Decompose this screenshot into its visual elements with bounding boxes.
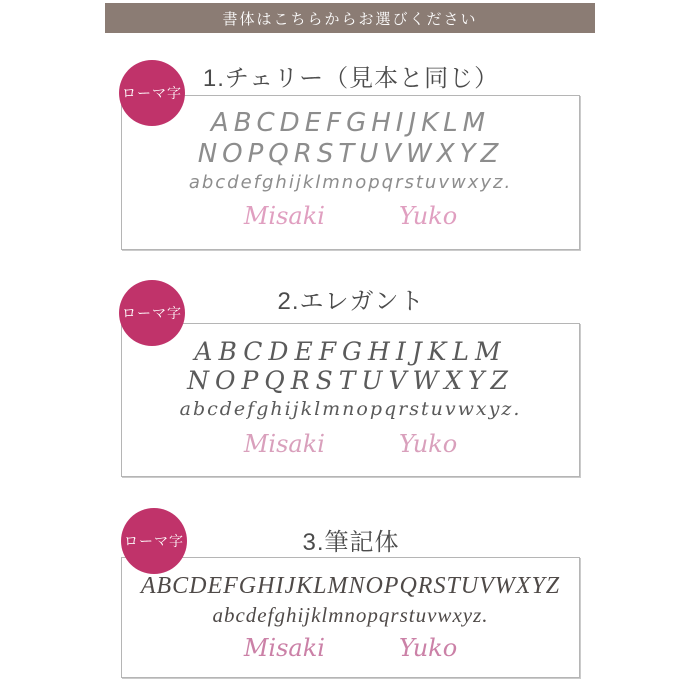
romaji-badge-label: ローマ字 <box>124 533 184 549</box>
font-sample-box-elegant <box>121 323 580 477</box>
sample-uppercase: ABCDEFGHIJKLMNOPQRSTUVWXYZ <box>140 573 561 599</box>
font-option-title-elegant: 2.エレガント <box>277 288 425 315</box>
font-sample-box-hikkitai <box>121 557 580 678</box>
romaji-badge-label: ローマ字 <box>122 305 182 321</box>
sample-names-row <box>122 429 579 459</box>
sample-uppercase-line2: NOPQRSTUVWXYZ <box>187 366 514 395</box>
font-option-title-cherry: 1.チェリー（見本と同じ） <box>202 65 500 92</box>
font-sample-box-cherry <box>121 95 580 250</box>
font-option-title-hikkitai: 3.筆記体 <box>302 529 400 556</box>
sample-uppercase-line1: ABCDEFGHIJKLM <box>194 337 507 366</box>
sample-name-yuko: Yuko <box>398 430 458 458</box>
sample-lowercase: abcdefghijklmnopqrstuvwxyz. <box>212 603 489 627</box>
sample-name-misaki: Misaki <box>243 430 325 458</box>
sample-names-row <box>122 201 579 231</box>
header-bar <box>105 3 595 33</box>
sample-lowercase: abcdefghijklmnopqrstuvwxyz. <box>179 398 522 420</box>
sample-name-yuko: Yuko <box>398 634 458 662</box>
sample-name-yuko: Yuko <box>398 202 458 230</box>
romaji-badge <box>119 280 185 346</box>
romaji-badge <box>121 508 187 574</box>
sample-lowercase: abcdefghijklmnopqrstuvwxyz. <box>188 172 513 193</box>
sample-names-row <box>122 633 579 663</box>
sample-uppercase-line1: ABCDEFGHIJKLM <box>210 108 491 138</box>
sample-name-misaki: Misaki <box>243 634 325 662</box>
sample-uppercase-line2: NOPQRSTUVWXYZ <box>197 139 504 169</box>
romaji-badge <box>119 60 185 126</box>
sample-name-misaki: Misaki <box>243 202 325 230</box>
romaji-badge-label: ローマ字 <box>122 85 182 101</box>
header-title: 書体はこちらからお選びください <box>222 10 478 28</box>
